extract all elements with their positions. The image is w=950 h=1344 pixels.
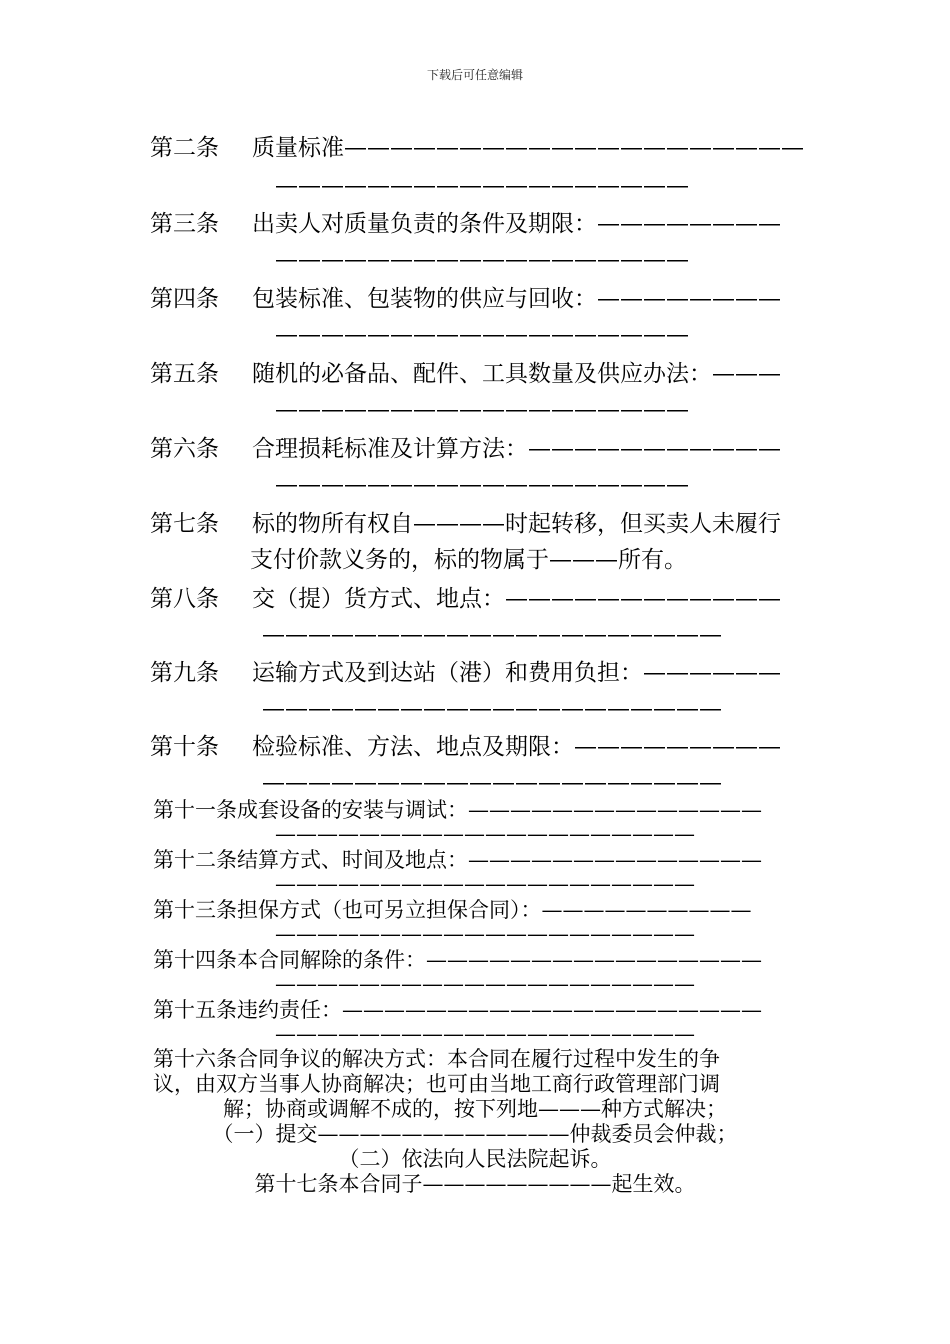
page-header: 下载后可任意编辑	[426, 68, 523, 82]
article-6-label: 第六条	[150, 436, 219, 462]
article-11-cont: ————————————————————	[275, 822, 695, 846]
article-7-cont: 支付价款义务的，标的物属于———所有。	[250, 547, 687, 573]
article-17-text: 第十七条本合同子—————————起生效。	[254, 1172, 696, 1196]
article-12-cont: ————————————————————	[275, 872, 695, 896]
article-4-text: 包装标准、包装物的供应与回收：————————	[252, 286, 781, 312]
article-15-cont: ————————————————————	[275, 1022, 695, 1046]
article-6-cont: ——————————————————	[275, 472, 689, 498]
article-16-line-2: 议，由双方当事人协商解决；也可由当地工商行政管理部门调	[153, 1072, 720, 1096]
article-15-text: 第十五条违约责任：————————————————————	[153, 998, 762, 1022]
article-9-cont: ————————————————————	[262, 696, 722, 722]
article-5-cont: ——————————————————	[275, 397, 689, 423]
article-14-text: 第十四条本合同解除的条件：————————————————	[153, 948, 762, 972]
article-16-option-2: （二）依法向人民法院起诉。	[338, 1147, 612, 1171]
article-11-text: 第十一条成套设备的安装与调试：——————————————	[153, 798, 762, 822]
article-5-text: 随机的必备品、配件、工具数量及供应办法：———	[252, 361, 781, 387]
article-8-text: 交（提）货方式、地点：————————————	[252, 586, 781, 612]
article-2-text: 质量标准————————————————————	[252, 135, 804, 161]
article-4-cont: ——————————————————	[275, 322, 689, 348]
article-13-text: 第十三条担保方式（也可另立担保合同）：——————————	[153, 898, 752, 922]
article-8-label: 第八条	[150, 586, 219, 612]
article-7-label: 第七条	[150, 511, 219, 537]
article-16-line-1: 第十六条合同争议的解决方式：本合同在履行过程中发生的争	[153, 1047, 720, 1071]
article-16-line-3: 解；协商或调解不成的，按下列地———种方式解决；	[223, 1097, 727, 1121]
article-3-label: 第三条	[150, 211, 219, 237]
article-2-cont: ——————————————————	[275, 173, 689, 199]
article-5-label: 第五条	[150, 361, 219, 387]
article-2-label: 第二条	[150, 135, 219, 161]
article-8-cont: ————————————————————	[262, 622, 722, 648]
article-14-cont: ————————————————————	[275, 972, 695, 996]
article-10-text: 检验标准、方法、地点及期限：—————————	[252, 734, 781, 760]
article-9-label: 第九条	[150, 660, 219, 686]
article-7-text: 标的物所有权自————时起转移，但买卖人未履行	[252, 511, 781, 537]
article-3-text: 出卖人对质量负责的条件及期限：————————	[252, 211, 781, 237]
article-16-option-1: （一）提交————————————仲裁委员会仲裁；	[212, 1122, 738, 1146]
article-10-label: 第十条	[150, 734, 219, 760]
article-12-text: 第十二条结算方式、时间及地点：——————————————	[153, 848, 762, 872]
article-4-label: 第四条	[150, 286, 219, 312]
article-13-cont: ————————————————————	[275, 922, 695, 946]
article-9-text: 运输方式及到达站（港）和费用负担：——————	[252, 660, 781, 686]
article-3-cont: ——————————————————	[275, 247, 689, 273]
article-10-cont: ————————————————————	[262, 770, 722, 796]
article-6-text: 合理损耗标准及计算方法：———————————	[252, 436, 781, 462]
